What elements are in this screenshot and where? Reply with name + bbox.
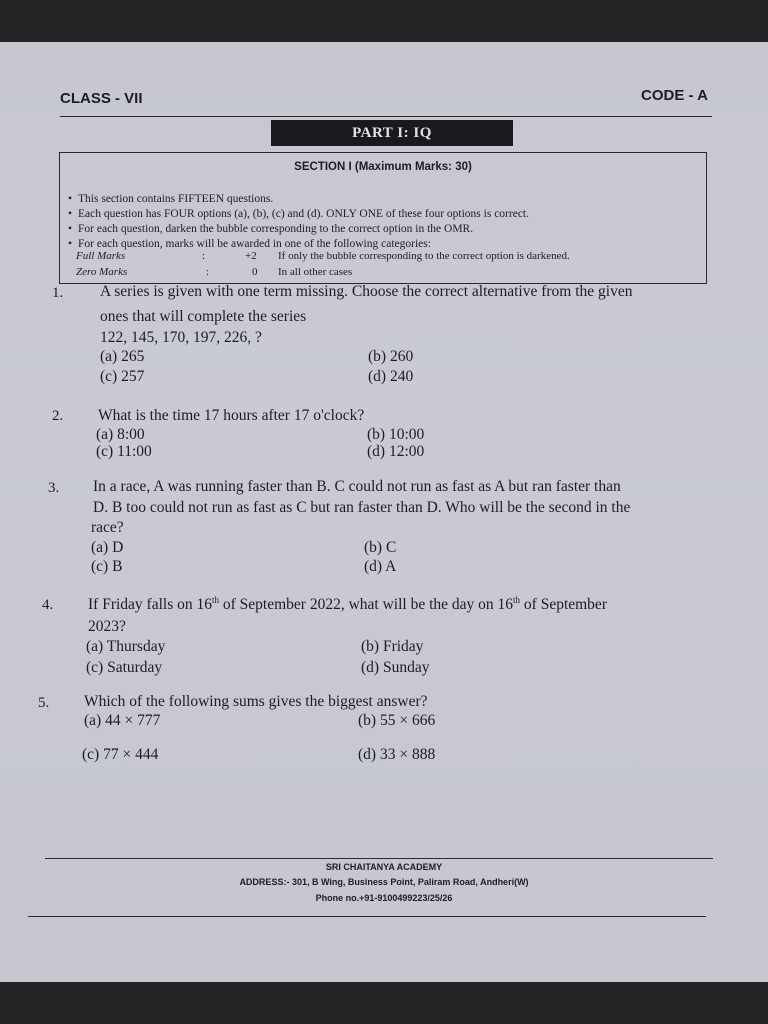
option-c[interactable]: (c) 11:00 [96,443,152,460]
question-text: 2023? [88,618,126,635]
option-d[interactable]: (d) 33 × 888 [358,746,436,763]
instruction-bullet: • Each question has FOUR options (a), (b), (c) and (d). ONLY ONE of these four options is correct. [68,208,529,220]
instruction-bullet: • For each question, marks will be awarded in one of the following categories: [68,238,431,250]
question-text: In a race, A was running faster than B. C could not run as fast as A but ran faster than [93,478,621,495]
option-b[interactable]: (b) C [364,539,397,556]
question-number: 1. [52,285,64,301]
option-b[interactable]: (b) Friday [361,638,424,655]
option-c[interactable]: (c) 77 × 444 [82,746,159,763]
option-a[interactable]: (a) 265 [100,348,145,365]
option-d[interactable]: (d) 240 [368,368,414,385]
option-d[interactable]: (d) A [364,558,397,575]
option-c[interactable]: (c) Saturday [86,659,163,676]
question-text: 122, 145, 170, 197, 226, ? [100,329,262,346]
question-text: ones that will complete the series [100,308,307,325]
footer-rule-bottom [28,916,706,917]
option-a[interactable]: (a) Thursday [86,638,166,655]
class-label: CLASS - VII [60,90,143,107]
full-marks-value: +2 [245,250,257,262]
question-number: 2. [52,408,64,424]
option-c[interactable]: (c) 257 [100,368,145,385]
footer-address: ADDRESS:- 301, B Wing, Business Point, Paliram Road, Andheri(W) [239,877,529,887]
full-marks-colon: : [202,250,206,262]
instruction-bullet: • For each question, darken the bubble corresponding to the correct option in the OMR. [68,223,473,235]
section-title: SECTION I (Maximum Marks: 30) [294,161,472,173]
question-text: Which of the following sums gives the biggest answer? [84,693,428,710]
section-instructions-box [59,152,707,284]
option-a[interactable]: (a) D [91,539,124,556]
instruction-bullet: • This section contains FIFTEEN questions. [68,193,273,205]
option-a[interactable]: (a) 44 × 777 [84,712,161,729]
question-text: race? [91,519,124,536]
exam-page [0,42,768,982]
full-marks-desc: If only the bubble corresponding to the correct option is darkened. [278,250,570,262]
question-text: What is the time 17 hours after 17 o'clock? [98,407,365,424]
zero-marks-colon: : [206,266,210,278]
option-a[interactable]: (a) 8:00 [96,426,145,443]
code-label: CODE - A [641,87,708,104]
footer-academy: SRI CHAITANYA ACADEMY [325,862,443,872]
question-text: If Friday falls on 16th of September 2022, what will be the day on 16th of September [88,595,607,614]
question-text: A series is given with one term missing. Choose the correct alternative from the given [100,283,633,300]
header-rule [60,116,712,117]
question-number: 3. [48,480,60,496]
question-number: 4. [42,597,54,613]
option-c[interactable]: (c) B [91,558,123,575]
option-b[interactable]: (b) 55 × 666 [358,712,436,729]
part-title: PART I: IQ [271,120,513,146]
option-d[interactable]: (d) 12:00 [367,443,425,460]
question-number: 5. [38,695,50,711]
zero-marks-desc: In all other cases [278,266,353,278]
option-b[interactable]: (b) 10:00 [367,426,425,443]
zero-marks-value: 0 [252,266,258,278]
option-d[interactable]: (d) Sunday [361,659,430,676]
footer-rule-top [45,858,713,859]
footer-phone: Phone no.+91-9100499223/25/26 [315,893,453,903]
zero-marks-label: Zero Marks [76,266,128,278]
option-b[interactable]: (b) 260 [368,348,414,365]
full-marks-label: Full Marks [76,250,126,262]
question-text: D. B too could not run as fast as C but ran faster than D. Who will be the second in the [93,499,631,516]
